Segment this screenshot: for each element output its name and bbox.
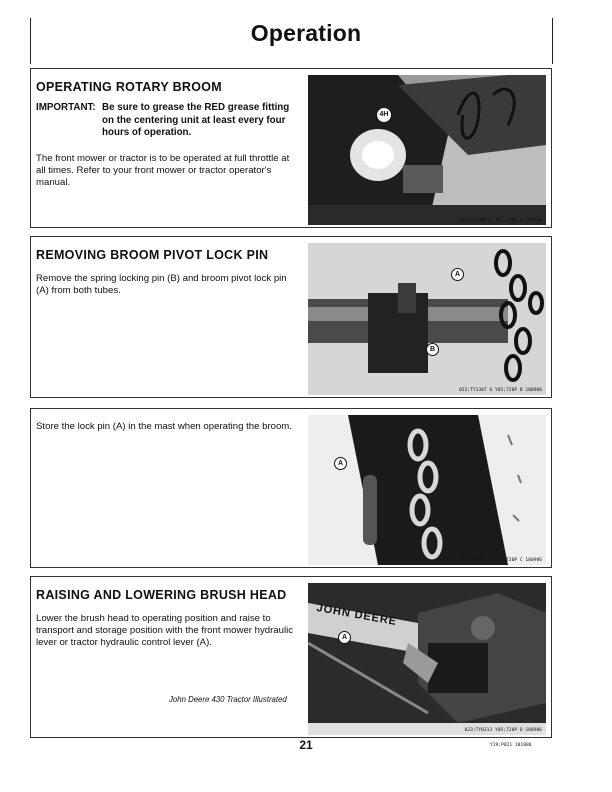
illustration-note: John Deere 430 Tractor Illustrated xyxy=(169,695,287,704)
decal-text: JOHN DEERE xyxy=(315,602,398,628)
section-removing-broom-pivot-lock-pin xyxy=(30,236,552,398)
callout-4h: 4H xyxy=(376,107,392,123)
section-raising-lowering-brush-head xyxy=(30,576,552,738)
important-label: IMPORTANT: xyxy=(36,102,96,113)
image-caption: 023;TY1387 7 Y05;720P C 180986 xyxy=(459,558,542,563)
section-operating-rotary-broom xyxy=(30,68,552,228)
document-code: Y19;P021 101086 xyxy=(490,743,532,748)
section-body: Remove the spring locking pin (B) and broom pivot lock pin (A) from both tubes. xyxy=(36,273,287,297)
callout-b: B xyxy=(426,343,439,356)
callout-a: A xyxy=(334,457,347,470)
section-title: OPERATING ROTARY BROOM xyxy=(36,80,223,94)
section-store-lock-pin xyxy=(30,408,552,568)
photo-hydraulic-lever xyxy=(308,583,546,735)
image-caption: 023;TY1387 6 Y05;720P B 180986 xyxy=(459,388,542,393)
page-number: 21 xyxy=(299,738,313,752)
important-text: Be sure to grease the RED grease fitting on the centering unit at least every four hours of operation. xyxy=(102,102,290,139)
callout-a: A xyxy=(338,631,351,644)
page-title: Operation xyxy=(250,20,362,46)
callout-a: A xyxy=(451,268,464,281)
photo-mast-lock-pin xyxy=(308,415,546,565)
photo-pivot-lock-pin xyxy=(308,243,546,395)
photo-centering-unit xyxy=(308,75,546,225)
photo-pivot-lock-pin-drawing xyxy=(308,243,546,395)
image-caption: 023;TY1398 2 Y05;720P A 180986 xyxy=(459,218,542,223)
section-title: RAISING AND LOWERING BRUSH HEAD xyxy=(36,588,287,602)
section-title: REMOVING BROOM PIVOT LOCK PIN xyxy=(36,248,269,262)
photo-mast-lock-pin-drawing xyxy=(308,415,546,565)
photo-centering-unit-drawing xyxy=(308,75,546,225)
section-body: The front mower or tractor is to be operated at full throttle at all times. Refer to your front mower or tractor operator's manual. xyxy=(36,153,290,189)
section-body: Store the lock pin (A) in the mast when operating the broom. xyxy=(36,421,292,432)
image-caption: 023;TY8313 Y05;720P D 180986 xyxy=(464,728,542,733)
section-body: Lower the brush head to operating position and raise to transport and storage position with the front mower hydraulic lever or tractor hydraulic control lever (A). xyxy=(36,613,294,649)
